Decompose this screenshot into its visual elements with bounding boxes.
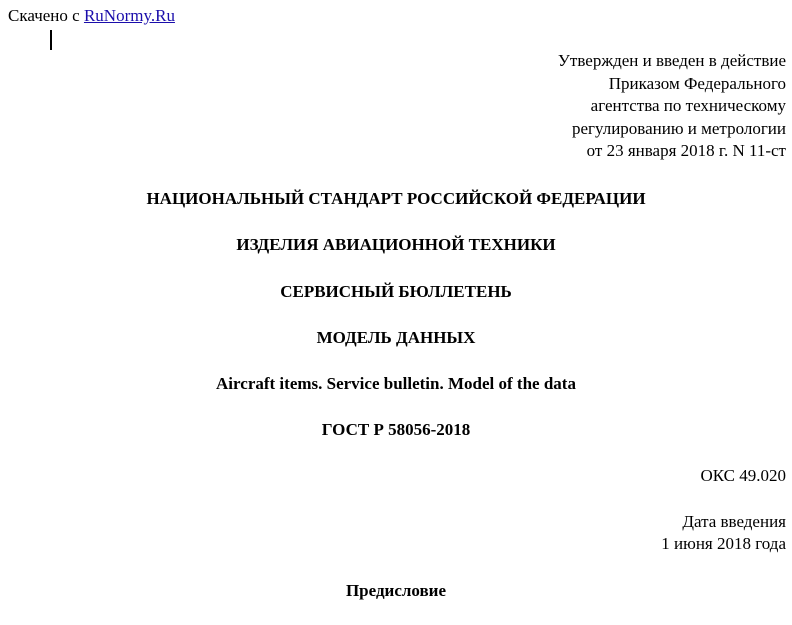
approval-block [558,50,786,163]
approval-line: Утвержден и введен в действие [557,51,786,70]
subject-heading: ИЗДЕЛИЯ АВИАЦИОННОЙ ТЕХНИКИ [236,235,556,254]
approval-line: Приказом Федерального [608,73,786,93]
gost-number: ГОСТ Р 58056-2018 [321,420,471,439]
foreword-heading: Предисловие [345,581,447,600]
model-heading: МОДЕЛЬ ДАННЫХ [316,328,476,347]
approval-line: агентства по техническому [590,96,786,115]
approval-line: от 23 января 2018 г. N 11-ст [586,141,786,160]
runormy-link[interactable]: RuNormy.Ru [83,6,175,25]
standard-type-heading: НАЦИОНАЛЬНЫЙ СТАНДАРТ РОССИЙСКОЙ ФЕДЕРАЦИИ [146,189,646,208]
oks-code: ОКС 49.020 [700,466,786,485]
introduction-date-block [661,511,786,555]
introduction-label: Дата введения [682,512,786,531]
approval-line: регулированию и метрологии [571,118,786,138]
text-cursor [50,30,52,50]
source-line [8,5,175,27]
source-prefix: Скачено с [8,6,84,25]
document-heading: СЕРВИСНЫЙ БЮЛЛЕТЕНЬ [280,282,512,301]
introduction-date: 1 июня 2018 года [661,534,786,553]
english-title: Aircraft items. Service bulletin. Model of the data [216,374,576,393]
